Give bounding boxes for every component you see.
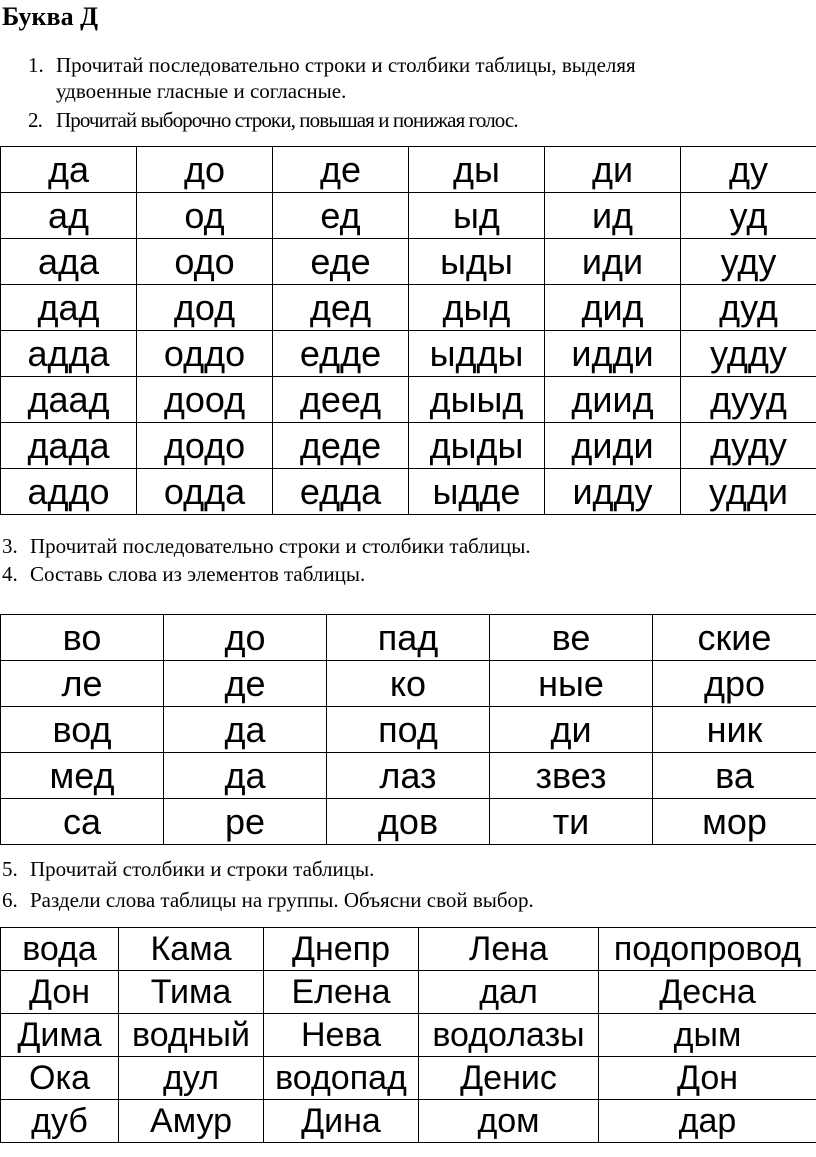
table-cell: дад xyxy=(1,285,137,331)
word-table xyxy=(0,927,816,1143)
table-cell: доод xyxy=(137,377,273,423)
syllable-table-1 xyxy=(0,146,816,515)
table-cell: Дон xyxy=(599,1057,816,1100)
table-row xyxy=(1,423,816,469)
table-cell: водный xyxy=(119,1014,264,1057)
table-cell: ды xyxy=(409,147,545,193)
table-cell: ди xyxy=(545,147,681,193)
task-number: 6. xyxy=(2,888,18,912)
table-cell: дов xyxy=(327,799,490,845)
table-cell: дада xyxy=(1,423,137,469)
table-cell: додо xyxy=(137,423,273,469)
task-number: 3. xyxy=(2,534,18,558)
table-cell: удди xyxy=(681,469,816,515)
table-cell: аддо xyxy=(1,469,137,515)
table-cell: водолазы xyxy=(419,1014,599,1057)
table-cell: адда xyxy=(1,331,137,377)
table-cell: дуд xyxy=(681,285,816,331)
table-cell: водопад xyxy=(264,1057,419,1100)
task-text: Составь слова из элементов таблицы. xyxy=(30,562,366,586)
task-1 xyxy=(28,52,636,104)
table-cell: дод xyxy=(137,285,273,331)
table-cell: дыды xyxy=(409,423,545,469)
table-row xyxy=(1,469,816,515)
table-cell: ыды xyxy=(409,239,545,285)
table-row xyxy=(1,753,816,799)
table-cell: дым xyxy=(599,1014,816,1057)
table-cell: дал xyxy=(419,971,599,1014)
task-2 xyxy=(28,107,518,133)
table-cell: ские xyxy=(653,615,816,661)
table-cell: ник xyxy=(653,707,816,753)
table-row xyxy=(1,1100,816,1143)
table-row xyxy=(1,239,816,285)
table-cell: диди xyxy=(545,423,681,469)
table-cell: даад xyxy=(1,377,137,423)
table-cell: ид xyxy=(545,193,681,239)
task-text: Прочитай последовательно строки и столбики таблицы. xyxy=(30,534,531,558)
table-cell: еде xyxy=(273,239,409,285)
table-cell: диид xyxy=(545,377,681,423)
table-cell: во xyxy=(1,615,164,661)
table-cell: ди xyxy=(490,707,653,753)
table-cell: Дима xyxy=(1,1014,119,1057)
task-3 xyxy=(2,533,531,559)
table-cell: ле xyxy=(1,661,164,707)
table-cell: дуб xyxy=(1,1100,119,1143)
table-cell: иди xyxy=(545,239,681,285)
table-cell: ыд xyxy=(409,193,545,239)
table-cell: Ока xyxy=(1,1057,119,1100)
table-cell: мор xyxy=(653,799,816,845)
table-cell: пад xyxy=(327,615,490,661)
table-row xyxy=(1,1014,816,1057)
table-cell: до xyxy=(137,147,273,193)
table-cell: ти xyxy=(490,799,653,845)
table-cell: Дон xyxy=(1,971,119,1014)
table-cell: Лена xyxy=(419,928,599,971)
table-row xyxy=(1,1057,816,1100)
table-cell: ад xyxy=(1,193,137,239)
task-number: 1. xyxy=(28,53,44,77)
table-cell: деед xyxy=(273,377,409,423)
table-cell: лаз xyxy=(327,753,490,799)
task-number: 5. xyxy=(2,857,18,881)
table-cell: дар xyxy=(599,1100,816,1143)
table-cell: Елена xyxy=(264,971,419,1014)
table-row xyxy=(1,615,816,661)
table-cell: подопровод xyxy=(599,928,816,971)
table-cell: ыдды xyxy=(409,331,545,377)
table-cell: ре xyxy=(164,799,327,845)
table-cell: Днепр xyxy=(264,928,419,971)
table-cell: одда xyxy=(137,469,273,515)
table-cell: дыыд xyxy=(409,377,545,423)
table-cell: дед xyxy=(273,285,409,331)
table-cell: дид xyxy=(545,285,681,331)
task-4 xyxy=(2,561,365,587)
table-row xyxy=(1,799,816,845)
table-cell: ада xyxy=(1,239,137,285)
table-cell: ные xyxy=(490,661,653,707)
page-title: Буква Д xyxy=(2,2,98,31)
task-text-line-1: Прочитай последовательно строки и столбики таблицы, выделяя xyxy=(56,53,636,77)
table-row xyxy=(1,971,816,1014)
table-cell: Амур xyxy=(119,1100,264,1143)
table-cell: идду xyxy=(545,469,681,515)
table-cell: Нева xyxy=(264,1014,419,1057)
task-number: 4. xyxy=(2,562,18,586)
table-cell: Десна xyxy=(599,971,816,1014)
table-cell: удду xyxy=(681,331,816,377)
table-cell: одо xyxy=(137,239,273,285)
task-text: Прочитай столбики и строки таблицы. xyxy=(30,857,375,881)
table-cell: ед xyxy=(273,193,409,239)
table-cell: дро xyxy=(653,661,816,707)
table-cell: Денис xyxy=(419,1057,599,1100)
task-text-line-2: удвоенные гласные и согласные. xyxy=(56,79,347,103)
table-cell: уду xyxy=(681,239,816,285)
task-text: Раздели слова таблицы на группы. Объясни свой выбор. xyxy=(30,888,534,912)
table-row xyxy=(1,661,816,707)
task-text: Прочитай выборочно строки, повышая и понижая голос. xyxy=(56,108,518,132)
table-cell: ва xyxy=(653,753,816,799)
table-cell: дом xyxy=(419,1100,599,1143)
table-cell: де xyxy=(164,661,327,707)
table-cell: едда xyxy=(273,469,409,515)
table-row xyxy=(1,331,816,377)
table-cell: под xyxy=(327,707,490,753)
table-cell: са xyxy=(1,799,164,845)
table-cell: ве xyxy=(490,615,653,661)
table-cell: ко xyxy=(327,661,490,707)
task-5 xyxy=(2,856,374,882)
table-cell: дыд xyxy=(409,285,545,331)
table-row xyxy=(1,928,816,971)
table-cell: идди xyxy=(545,331,681,377)
table-cell: дул xyxy=(119,1057,264,1100)
table-cell: од xyxy=(137,193,273,239)
task-6 xyxy=(2,887,534,913)
table-cell: Дина xyxy=(264,1100,419,1143)
table-cell: Кама xyxy=(119,928,264,971)
table-cell: Тима xyxy=(119,971,264,1014)
table-cell: вода xyxy=(1,928,119,971)
table-cell: дууд xyxy=(681,377,816,423)
table-cell: да xyxy=(164,753,327,799)
task-number: 2. xyxy=(28,108,42,132)
table-cell: оддо xyxy=(137,331,273,377)
table-cell: мед xyxy=(1,753,164,799)
table-cell: звез xyxy=(490,753,653,799)
syllable-table-2 xyxy=(0,614,816,845)
table-cell: да xyxy=(164,707,327,753)
table-cell: ду xyxy=(681,147,816,193)
table-cell: дуду xyxy=(681,423,816,469)
table-cell: едде xyxy=(273,331,409,377)
table-row xyxy=(1,193,816,239)
table-row xyxy=(1,285,816,331)
table-cell: уд xyxy=(681,193,816,239)
table-row xyxy=(1,147,816,193)
table-cell: до xyxy=(164,615,327,661)
table-cell: вод xyxy=(1,707,164,753)
table-cell: деде xyxy=(273,423,409,469)
table-cell: де xyxy=(273,147,409,193)
table-row xyxy=(1,377,816,423)
table-cell: да xyxy=(1,147,137,193)
table-cell: ыдде xyxy=(409,469,545,515)
table-row xyxy=(1,707,816,753)
